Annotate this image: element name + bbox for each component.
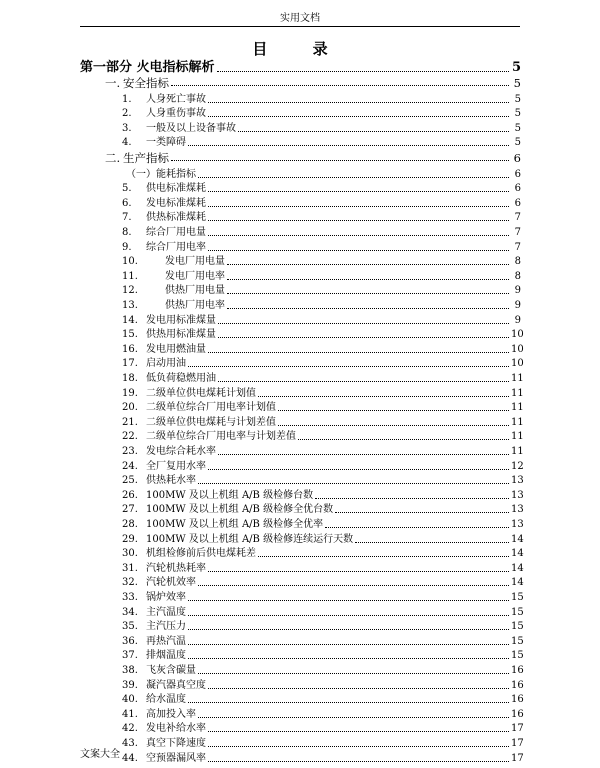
toc-entry-number: 14. [122, 314, 138, 326]
toc-leader-dots [208, 211, 509, 221]
toc-leader-dots [278, 401, 509, 411]
toc-leader-dots [217, 60, 509, 72]
toc-entry-title: 发电用标准煤量 [146, 314, 216, 326]
toc-entry-page: 11 [511, 387, 524, 399]
toc-entry-title: 锅炉效率 [146, 592, 186, 603]
toc-entry-number: 42. [122, 723, 138, 735]
toc-entry[interactable] [0, 343, 600, 357]
toc-entry-title: （一）能耗指标 [126, 168, 196, 180]
toc-entry-title: 生产指标 [123, 151, 169, 165]
toc-leader-dots [188, 136, 509, 146]
toc-leader-dots [227, 270, 509, 280]
toc-entry-title: 二级单位供电煤耗与计划差值 [146, 416, 276, 428]
toc-entry[interactable] [0, 241, 600, 255]
toc-entry[interactable] [0, 430, 600, 444]
toc-entry-number: 12. [122, 285, 138, 297]
toc-entry-number: 39. [122, 679, 138, 691]
toc-entry-title: 100MW 及以上机组 A/B 级检修连续运行天数 [146, 533, 354, 545]
toc-entry-page: 5 [514, 122, 521, 134]
toc-entry-page: 5 [514, 93, 521, 105]
toc-entry-title: 启动用油 [146, 358, 186, 370]
toc-leader-dots [188, 693, 509, 703]
toc-entry-number: 2. [122, 108, 132, 120]
toc-entry-number: 37. [122, 650, 138, 662]
toc-entry-page: 16 [511, 679, 524, 691]
toc-entry-number: 33. [122, 592, 138, 603]
toc-entry-number: 19. [122, 387, 138, 399]
toc-entry[interactable] [0, 620, 600, 634]
toc-entry-page: 10 [511, 358, 524, 370]
toc-entry[interactable] [0, 197, 600, 211]
toc-entry[interactable] [0, 474, 600, 488]
toc-entry-number: 28. [122, 519, 138, 530]
toc-entry-title: 二级单位供电煤耗计划值 [146, 387, 256, 399]
toc-leader-dots [315, 489, 509, 499]
toc-entry-page: 11 [511, 431, 524, 443]
toc-entry-page: 16 [511, 694, 524, 706]
toc-entry-page: 5 [514, 108, 521, 120]
page-header: 实用文档 [280, 13, 320, 24]
toc-entry-title: 高加投入率 [146, 708, 196, 720]
toc-entry-title: 二级单位综合厂用电率与计划差值 [146, 431, 296, 443]
toc-entry[interactable] [0, 576, 600, 590]
toc-entry-page: 14 [511, 562, 524, 574]
toc-leader-dots [208, 460, 509, 470]
toc-entry[interactable] [0, 503, 600, 517]
toc-entry-page: 7 [514, 212, 521, 224]
toc-entry-number: 36. [122, 635, 138, 647]
toc-leader-dots [198, 576, 509, 586]
toc-entry-number: 29. [122, 533, 138, 545]
toc-entry[interactable] [0, 151, 600, 165]
toc-leader-dots [278, 416, 509, 426]
toc-entry-page: 15 [511, 650, 524, 662]
toc-entry-number: 30. [122, 548, 138, 560]
toc-entry[interactable] [0, 168, 600, 182]
toc-entry[interactable] [0, 76, 600, 90]
toc-entry-page: 13 [511, 504, 524, 516]
toc-entry-title: 综合厂用电率 [146, 241, 206, 253]
toc-leader-dots [208, 562, 509, 572]
toc-entry-page: 6 [513, 151, 521, 165]
toc-entry-number: 5. [122, 183, 132, 195]
toc-entry-number: 7. [122, 212, 132, 224]
toc-entry[interactable] [0, 284, 600, 298]
toc-entry-number: 22. [122, 431, 138, 443]
toc-entry-title: 一类障碍 [146, 137, 186, 149]
toc-entry-page: 11 [511, 446, 524, 457]
toc-entry-page: 5 [511, 60, 521, 75]
toc-entry-number: 11. [122, 270, 138, 282]
toc-entry[interactable] [0, 708, 600, 722]
toc-entry[interactable] [0, 182, 600, 196]
toc-entry[interactable] [0, 445, 600, 459]
toc-entry-number: 41. [122, 708, 138, 720]
toc-entry-title: 发电补给水率 [146, 723, 206, 735]
toc-entry-number: 25. [122, 475, 138, 487]
toc-entry[interactable] [0, 270, 600, 284]
toc-entry-page: 14 [511, 577, 524, 589]
toc-entry-page: 5 [514, 137, 521, 149]
toc-entry-title: 机组检修前后供电煤耗差 [146, 548, 256, 560]
toc-entry-page: 13 [511, 475, 524, 487]
toc-entry[interactable] [0, 401, 600, 415]
toc-leader-dots [188, 620, 509, 630]
toc-leader-dots [258, 387, 509, 397]
toc-entry[interactable] [0, 460, 600, 474]
toc-entry-title: 100MW 及以上机组 A/B 级检修台数 [146, 489, 314, 501]
toc-entry-number: 21. [122, 416, 138, 428]
toc-entry-title: 供电标准煤耗 [146, 183, 206, 195]
toc-entry[interactable] [0, 416, 600, 430]
toc-entry-title: 发电标准煤耗 [146, 197, 206, 209]
toc-entry[interactable] [0, 489, 600, 503]
toc-entry-page: 11 [511, 373, 524, 384]
toc-entry-page: 17 [511, 738, 524, 749]
toc-leader-dots [298, 430, 509, 440]
toc-entry-number: 43. [122, 738, 138, 749]
toc-entry-page: 9 [514, 314, 521, 326]
toc-entry-page: 6 [514, 168, 521, 180]
toc-entry-number: 38. [122, 665, 138, 676]
toc-leader-dots [355, 533, 509, 543]
toc-entry-page: 7 [514, 241, 521, 253]
toc-entry-title: 供热标准煤耗 [146, 212, 206, 224]
toc-entry-title: 空预器漏风率 [146, 752, 206, 764]
toc-entry[interactable] [0, 60, 600, 76]
toc-entry-page: 12 [511, 460, 524, 472]
toc-entry-page: 16 [511, 665, 524, 676]
toc-entry-number: 一. [105, 76, 121, 90]
toc-entry-title: 一般及以上设备事故 [146, 122, 236, 134]
toc-entry-title: 飞灰含碳量 [146, 665, 196, 676]
toc-entry[interactable] [0, 722, 600, 736]
toc-entry[interactable] [0, 387, 600, 401]
toc-entry-number: 20. [122, 402, 138, 414]
toc-entry-title: 排烟温度 [146, 650, 186, 662]
toc-entry-number: 23. [122, 446, 138, 457]
toc-entry[interactable] [0, 226, 600, 240]
toc-entry[interactable] [0, 518, 600, 532]
toc-entry-page: 6 [514, 197, 521, 209]
toc-entry-title: 人身死亡事故 [146, 93, 206, 105]
toc-entry-title: 发电厂用电率 [165, 270, 225, 282]
toc-entry-page: 7 [514, 227, 521, 238]
toc-leader-dots [188, 649, 509, 659]
toc-leader-dots [188, 357, 509, 367]
toc-leader-dots [335, 503, 509, 513]
toc-leader-dots [208, 752, 509, 762]
toc-entry[interactable] [0, 679, 600, 693]
toc-entry-title: 凝汽器真空度 [146, 679, 206, 691]
toc-entry[interactable] [0, 211, 600, 225]
toc-entry-title: 发电用燃油量 [146, 343, 206, 355]
toc-entry-title: 给水温度 [146, 694, 186, 706]
toc-entry-title: 主汽压力 [146, 621, 186, 633]
toc-entry-number: 13. [122, 300, 138, 311]
toc-entry-page: 11 [511, 416, 524, 428]
toc-entry-title: 发电综合耗水率 [146, 446, 216, 457]
toc-entry-page: 13 [511, 519, 524, 530]
toc-leader-dots [188, 591, 509, 601]
toc-entry-page: 9 [514, 300, 521, 311]
toc-entry[interactable] [0, 136, 600, 150]
toc-entry-title: 再热汽温 [146, 635, 186, 647]
toc-entry-number: 35. [122, 621, 138, 633]
toc-entry-page: 9 [514, 285, 521, 297]
toc-leader-dots [198, 474, 509, 484]
toc-entry[interactable] [0, 357, 600, 371]
toc-leader-dots [188, 606, 509, 616]
toc-entry-number: 4. [122, 137, 132, 149]
toc-leader-dots [208, 737, 509, 747]
toc-leader-dots [198, 708, 509, 718]
toc-entry[interactable] [0, 606, 600, 620]
toc-entry[interactable] [0, 107, 600, 121]
toc-entry-number: 31. [122, 562, 138, 574]
toc-entry[interactable] [0, 547, 600, 561]
toc-entry[interactable] [0, 693, 600, 707]
toc-entry-title: 综合厂用电量 [146, 227, 206, 238]
toc-entry-number: 8. [122, 227, 132, 238]
toc-entry-number: 15. [122, 329, 138, 341]
toc-entry-title: 人身重伤事故 [146, 108, 206, 120]
toc-entry[interactable] [0, 255, 600, 269]
toc-leader-dots [218, 314, 509, 324]
toc-entry-title: 供热用标准煤量 [146, 329, 216, 341]
toc-leader-dots [218, 372, 509, 382]
toc-leader-dots [218, 445, 509, 455]
toc-entry-number: 17. [122, 358, 138, 370]
toc-entry-number: 27. [122, 504, 138, 516]
toc-entry-title: 供热厂用电率 [165, 300, 225, 311]
toc-leader-dots [227, 284, 509, 294]
toc-entry[interactable] [0, 328, 600, 342]
toc-entry-page: 6 [514, 183, 521, 195]
toc-entry-title: 100MW 及以上机组 A/B 级检修全优率 [146, 519, 324, 530]
toc-entry-page: 8 [514, 270, 521, 282]
toc-entry-page: 15 [511, 592, 524, 603]
toc-leader-dots [227, 299, 509, 309]
toc-entry-title: 第一部分 火电指标解析 [80, 60, 215, 75]
page-title: 目 录 [252, 40, 348, 58]
toc-entry[interactable] [0, 93, 600, 107]
toc-entry-title: 供热厂用电量 [165, 285, 225, 297]
toc-entry-page: 5 [513, 76, 521, 90]
toc-entry-number: 9. [122, 241, 132, 253]
toc-entry[interactable] [0, 591, 600, 605]
toc-entry-page: 15 [511, 621, 524, 633]
toc-entry-title: 汽轮机效率 [146, 577, 196, 589]
toc-leader-dots [171, 151, 509, 161]
toc-entry-number: 二. [105, 151, 121, 165]
toc-entry-number: 18. [122, 373, 138, 384]
toc-entry[interactable] [0, 649, 600, 663]
toc-entry-page: 17 [511, 723, 524, 735]
toc-leader-dots [227, 255, 509, 265]
toc-entry[interactable] [0, 314, 600, 328]
toc-entry-page: 16 [511, 708, 524, 720]
toc-leader-dots [208, 241, 509, 251]
toc-entry-page: 11 [511, 402, 524, 414]
toc-leader-dots [258, 547, 509, 557]
toc-leader-dots [208, 226, 509, 236]
toc-leader-dots [208, 107, 509, 117]
toc-entry-title: 发电厂用电量 [165, 256, 225, 268]
toc-entry-title: 真空下降速度 [146, 738, 206, 749]
toc-entry[interactable] [0, 372, 600, 386]
toc-entry-title: 安全指标 [123, 76, 169, 90]
toc-entry-title: 主汽温度 [146, 606, 186, 618]
toc-entry-page: 10 [511, 329, 524, 341]
toc-entry-number: 3. [122, 122, 132, 134]
toc-entry-page: 10 [511, 343, 524, 355]
toc-entry[interactable] [0, 299, 600, 313]
toc-entry-title: 供热耗水率 [146, 475, 196, 487]
toc-entry-number: 26. [122, 489, 138, 501]
toc-entry-page: 14 [511, 548, 524, 560]
toc-leader-dots [171, 76, 509, 86]
toc-entry-title: 二级单位综合厂用电率计划值 [146, 402, 276, 414]
toc-entry-page: 8 [514, 256, 521, 268]
toc-leader-dots [208, 722, 509, 732]
toc-leader-dots [188, 635, 509, 645]
toc-leader-dots [218, 328, 509, 338]
toc-leader-dots [238, 122, 509, 132]
toc-entry-page: 15 [511, 606, 524, 618]
toc-entry-number: 40. [122, 694, 138, 706]
toc-entry-page: 14 [511, 533, 524, 545]
toc-entry[interactable] [0, 533, 600, 547]
toc-entry-page: 15 [511, 635, 524, 647]
toc-leader-dots [208, 182, 509, 192]
toc-leader-dots [208, 343, 509, 353]
toc-leader-dots [198, 664, 509, 674]
toc-entry-number: 16. [122, 343, 138, 355]
toc-entry[interactable] [0, 122, 600, 136]
toc-entry-number: 6. [122, 197, 132, 209]
toc-entry-number: 10. [122, 256, 138, 268]
toc-entry-number: 32. [122, 577, 138, 589]
toc-entry-page: 17 [511, 752, 524, 764]
toc-entry-title: 全厂复用水率 [146, 460, 206, 472]
toc-entry[interactable] [0, 664, 600, 678]
page-footer: 文案大全 [80, 749, 120, 760]
toc-entry-title: 100MW 及以上机组 A/B 级检修全优台数 [146, 504, 334, 516]
toc-leader-dots [325, 518, 509, 528]
toc-leader-dots [208, 197, 509, 207]
toc-entry-title: 低负荷稳燃用油 [146, 373, 216, 384]
toc-entry-page: 13 [511, 489, 524, 501]
toc-entry-number: 44. [122, 752, 138, 764]
toc-entry-number: 34. [122, 606, 138, 618]
toc-entry[interactable] [0, 635, 600, 649]
toc-leader-dots [208, 679, 509, 689]
toc-entry-number: 24. [122, 460, 138, 472]
toc-entry-title: 汽轮机热耗率 [146, 562, 206, 574]
toc-entry-number: 1. [122, 93, 132, 105]
toc-leader-dots [208, 93, 509, 103]
toc-entry[interactable] [0, 562, 600, 576]
toc-leader-dots [198, 168, 509, 178]
